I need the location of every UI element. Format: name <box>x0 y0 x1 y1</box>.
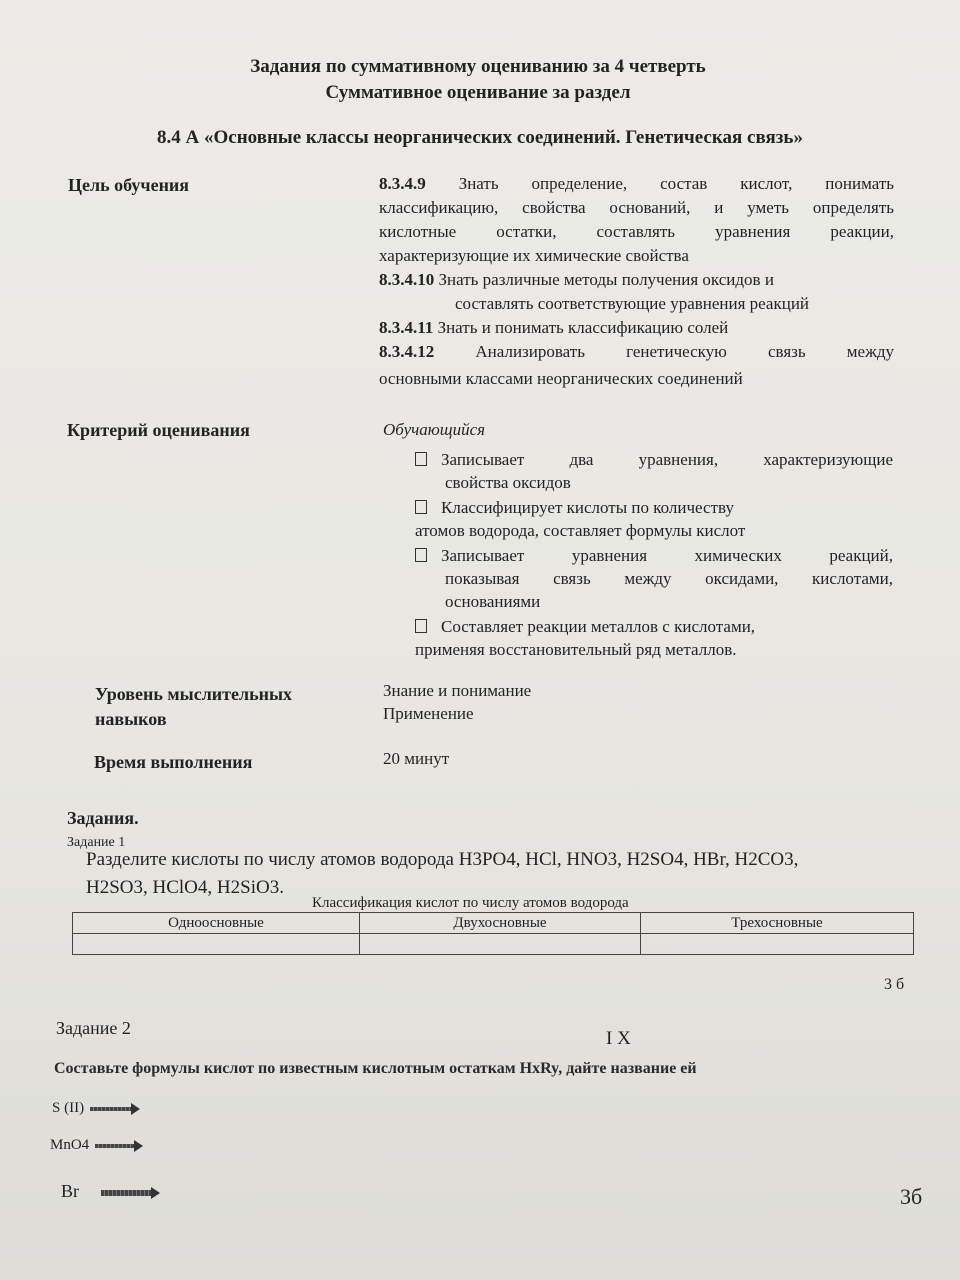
time-label: Время выполнения <box>94 752 253 772</box>
checkbox-icon <box>415 548 427 562</box>
criteria-line: показывая связь между оксидами, кислотами, <box>445 569 893 588</box>
task2-title: Задание 2 <box>56 1018 131 1038</box>
time-value: 20 минут <box>383 749 450 768</box>
skills-value-2: Применение <box>383 704 474 723</box>
checkbox-icon <box>415 500 427 514</box>
title-line-2: Суммативное оценивание за раздел <box>325 82 631 103</box>
section-title: 8.4 А «Основные классы неорганических соединений. Генетическая связь» <box>157 127 803 148</box>
answer-cell-mono[interactable] <box>73 934 360 955</box>
column-header-di: Двухосновные <box>360 913 641 934</box>
task2-score: 3б <box>900 1184 923 1209</box>
table-header-row <box>73 913 914 934</box>
task1-score: 3 б <box>884 976 905 993</box>
goal-line: 8.3.4.10 Знать различные методы получения оксидов и <box>379 270 774 289</box>
goal-line: характеризующие их химические свойства <box>379 246 689 265</box>
arrow-right-icon <box>95 1142 143 1150</box>
checkbox-icon <box>415 619 427 633</box>
goal-label: Цель обучения <box>68 175 190 195</box>
arrow-right-icon <box>101 1189 161 1197</box>
criteria-line: основаниями <box>445 592 541 611</box>
tasks-heading: Задания. <box>67 808 139 828</box>
goal-line: 8.3.4.11 Знать и понимать классификацию солей <box>379 318 729 337</box>
residue-item <box>61 1181 161 1202</box>
task1-text-1: Разделите кислоты по числу атомов водорода H3PO4, HCl, HNO3, H2SO4, HBr, H2CO3, <box>86 849 799 870</box>
criteria-intro: Обучающийся <box>383 420 486 439</box>
criteria-text <box>383 418 893 661</box>
task1-text-2: H2SO3, HClO4, H2SiO3. <box>86 877 284 898</box>
goal-line: классификацию, свойства оснований, и уметь определять <box>379 198 894 217</box>
residue-item <box>52 1100 140 1117</box>
task2-marker: I X <box>606 1028 631 1049</box>
classification-table <box>72 912 914 955</box>
skills-label: Уровень мыслительных <box>95 684 293 704</box>
answer-cell-di[interactable] <box>360 934 641 955</box>
column-header-tri: Трехосновные <box>641 913 914 934</box>
table-title: Классификация кислот по числу атомов водорода <box>312 895 629 911</box>
title-line-1: Задания по суммативному оцениванию за 4 четверть <box>250 56 706 77</box>
task2-text: Составьте формулы кислот по известным кислотным остаткам HxRy, дайте название ей <box>54 1060 697 1077</box>
criteria-line: Классифицирует кислоты по количеству <box>441 498 734 517</box>
goal-line: 8.3.4.9 Знать определение, состав кислот, понимать <box>379 174 894 193</box>
checkbox-icon <box>415 452 427 466</box>
answer-cell-tri[interactable] <box>641 934 914 955</box>
criteria-line: Записывает два уравнения, характеризующие <box>441 450 893 469</box>
goal-text <box>379 172 894 391</box>
column-header-mono: Одноосновные <box>73 913 360 934</box>
criteria-label: Критерий оценивания <box>67 420 250 440</box>
table-row <box>73 934 914 955</box>
skills-value-1: Знание и понимание <box>383 681 532 700</box>
criteria-line: применяя восстановительный ряд металлов. <box>415 640 737 659</box>
criteria-line: атомов водорода, составляет формулы кислот <box>415 521 746 540</box>
goal-line: кислотные остатки, составлять уравнения реакции, <box>379 222 894 241</box>
goal-line: составлять соответствующие уравнения реакций <box>455 294 810 313</box>
residue-label: S (II) <box>52 1100 85 1116</box>
residue-item <box>50 1137 143 1154</box>
goal-line: 8.3.4.12 Анализировать генетическую связь между <box>379 342 894 361</box>
criteria-line: свойства оксидов <box>445 473 571 492</box>
skills-label-2: навыков <box>95 709 167 729</box>
goal-line: основными классами неорганических соединений <box>379 369 743 388</box>
task1-title: Задание 1 <box>67 835 126 850</box>
residue-label: MnO4 <box>50 1137 90 1153</box>
residue-label: Br <box>61 1181 79 1201</box>
criteria-line: Составляет реакции металлов с кислотами, <box>441 617 756 636</box>
criteria-line: Записывает уравнения химических реакций, <box>441 546 893 565</box>
arrow-right-icon <box>90 1105 140 1113</box>
